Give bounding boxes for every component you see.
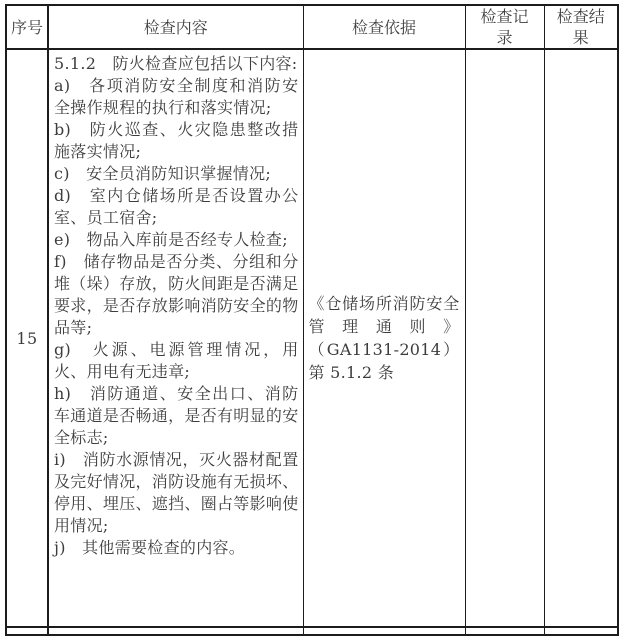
- next-row-record-cell: [465, 627, 544, 635]
- next-row-seq-cell: [6, 627, 48, 635]
- content-line: 5.1.2 防火检查应包括以下内容:: [54, 54, 298, 73]
- column-header-seq: 序号: [6, 5, 48, 49]
- content-line: f) 储存物品是否分类、分组和分堆（垛）存放，防火间距是否满足要求，是否存放影响消防安全的物品等;: [54, 252, 299, 337]
- content-line: a) 各项消防安全制度和消防安全操作规程的执行和落实情况;: [54, 76, 299, 117]
- column-header-content: 检查内容: [48, 5, 303, 49]
- content-line: j) 其他需要检查的内容。: [54, 538, 246, 557]
- content-line: h) 消防通道、安全出口、消防车通道是否畅通，是否有明显的安全标志;: [54, 384, 299, 447]
- content-line: d) 室内仓储场所是否设置办公室、员工宿舍;: [54, 186, 299, 227]
- content-line: b) 防火巡查、火灾隐患整改措施落实情况;: [54, 120, 299, 161]
- row-content-cell: [48, 49, 303, 627]
- content-line: e) 物品入库前是否经专人检查;: [54, 230, 288, 249]
- next-row-content-cell: [48, 627, 303, 635]
- table-row: [6, 49, 618, 627]
- next-row-partial: [6, 627, 618, 635]
- next-row-result-cell: [544, 627, 618, 635]
- next-row-basis-cell: [303, 627, 465, 635]
- content-line: i) 消防水源情况，灭火器材配置及完好情况，消防设施有无损坏、停用、埋压、遮挡、圈占等影响使用情况;: [54, 450, 299, 535]
- row-result-cell: [544, 49, 618, 627]
- table-header-row: [6, 5, 618, 49]
- column-header-result: 检查结果: [544, 5, 618, 49]
- content-line: g) 火源、电源管理情况，用火、用电有无违章;: [54, 340, 299, 381]
- column-header-basis: 检查依据: [303, 5, 465, 49]
- column-header-record: 检查记录: [465, 5, 544, 49]
- row-record-cell: [465, 49, 544, 627]
- row-seq-cell: 15: [6, 49, 48, 627]
- content-line: c) 安全员消防知识掌握情况;: [54, 164, 272, 183]
- inspection-table: [5, 4, 619, 636]
- row-basis-cell: 《仓储场所消防安全管理通则》（GA1131-2014）第 5.1.2 条: [303, 49, 465, 627]
